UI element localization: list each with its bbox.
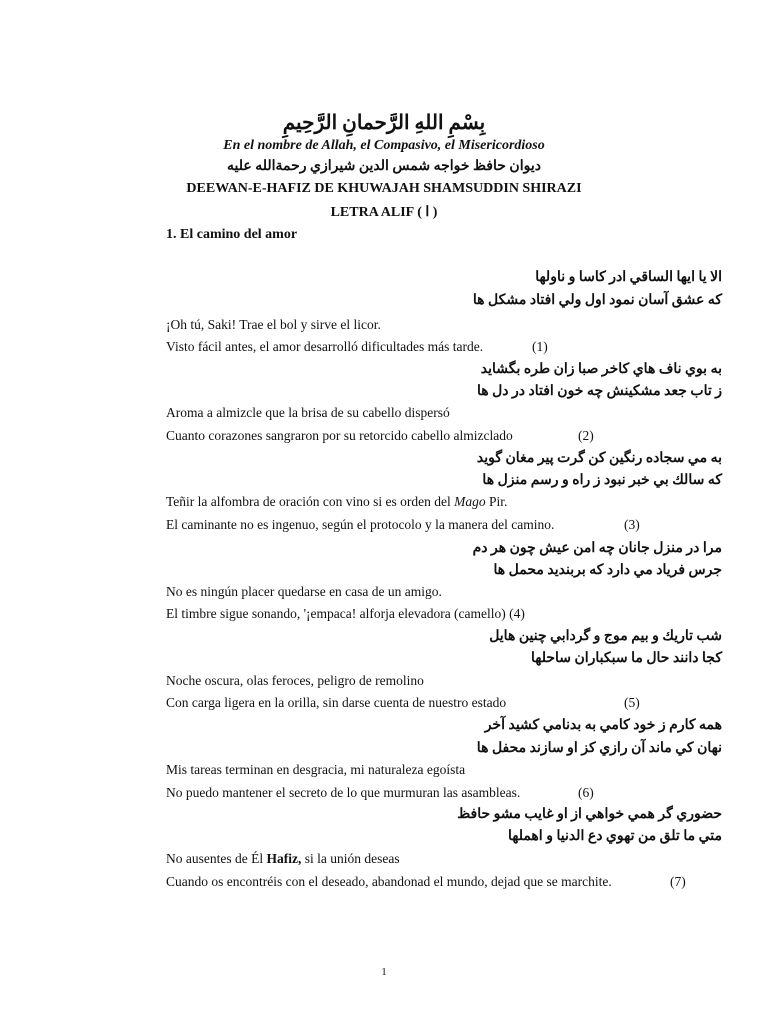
- verse-6-arabic-line-1: همه كارم ز خود كامي به بدنامي كشيد آخر: [484, 718, 722, 733]
- verse-4-number: (4): [509, 606, 525, 621]
- verse-2-spanish-line-1: Aroma a almizcle que la brisa de su cabello dispersó: [166, 405, 450, 420]
- verse-5-arabic-line-2: كجا دانند حال ما سبكباران ساحلها: [530, 651, 722, 666]
- verse-6-arabic-line-2: نهان كي ماند آن رازي كز او سازند محفل ها: [476, 741, 722, 756]
- verse-1-spanish-line-2: Visto fácil antes, el amor desarrolló dificultades más tarde.: [166, 339, 484, 354]
- verse-2-arabic-line-2: ز تاب جعد مشكينش چه خون افتاد در دل ها: [476, 384, 722, 399]
- verse-4-spanish-line-2: El timbre sigue sonando, '¡empaca! alforja elevadora (camello) (4): [166, 606, 525, 621]
- verse-6-number: (6): [578, 785, 594, 800]
- verse-3-arabic-line-1: به مي سجاده رنگين كن گرت پير مغان گويد: [476, 451, 722, 466]
- verse-7-arabic-line-2: متي ما تلق من تهوي دع الدنيا و اهملها: [507, 829, 722, 844]
- verse-4-arabic-line-2: جرس فرياد مي دارد كه بربنديد محمل ها: [493, 563, 722, 578]
- verse-6-spanish-line-2: No puedo mantener el secreto de lo que murmuran las asambleas.: [166, 785, 521, 800]
- verse-5-spanish-line-2: Con carga ligera en la orilla, sin darse cuenta de nuestro estado: [166, 695, 507, 710]
- page-title: DEEWAN-E-HAFIZ DE KHUWAJAH SHAMSUDDIN SHIRAZI: [186, 181, 582, 196]
- verse-3-spanish-line-2: El caminante no es ingenuo, según el protocolo y la manera del camino.: [166, 517, 555, 532]
- verse-4-arabic-line-1: مرا در منزل جانان چه امن عيش چون هر دم: [472, 541, 722, 556]
- verse-3-spanish-line-1: Teñir la alfombra de oración con vino si es orden del Mago Pir.: [166, 494, 508, 509]
- verse-2-number: (2): [578, 428, 594, 443]
- verse-2-spanish-line-2: Cuanto corazones sangraron por su retorcido cabello almizclado: [166, 428, 513, 443]
- verse-3-arabic-line-2: كه سالك بي خبر نبود ز راه و رسم منزل ها: [482, 473, 722, 488]
- verse-3-number: (3): [624, 517, 640, 532]
- diwan-arabic-title: ديوان حافظ خواجه شمس الدين شيرازي رحمةالله عليه: [227, 159, 541, 174]
- section-title: 1. El camino del amor: [166, 227, 298, 242]
- verse-4-spanish-line-1: No es ningún placer quedarse en casa de un amigo.: [166, 584, 442, 599]
- verse-1-arabic-line-2: كه عشق آسان نمود اول ولي افتاد مشكل ها: [472, 293, 722, 308]
- verse-7-number: (7): [670, 874, 686, 889]
- verse-5-number: (5): [624, 695, 640, 710]
- verse-7-arabic-line-1: حضوري گر همي خواهي از او غايب مشو حافظ: [457, 807, 722, 822]
- hafiz-name: Hafiz,: [266, 851, 302, 866]
- verse-1-number: (1): [532, 339, 548, 354]
- verse-5-arabic-line-1: شب تاريك و بيم موج و گردابي چنين هايل: [489, 629, 722, 644]
- verse-2-arabic-line-1: به بوي ناف هاي كاخر صبا زان طره بگشايد: [480, 362, 722, 377]
- verse-5-spanish-line-1: Noche oscura, olas feroces, peligro de remolino: [166, 673, 424, 688]
- page-number: 1: [381, 966, 387, 978]
- verse-7-spanish-line-2: Cuando os encontréis con el deseado, abandonad el mundo, dejad que se marchite.: [166, 874, 612, 889]
- basmala-translation: En el nombre de Allah, el Compasivo, el Misericordioso: [223, 138, 545, 153]
- mago-term: Mago: [454, 494, 486, 509]
- verse-1-spanish-line-1: ¡Oh tú, Saki! Trae el bol y sirve el licor.: [166, 317, 381, 332]
- letter-heading: LETRA ALIF ( ا ): [330, 205, 438, 220]
- verse-7-spanish-line-1: No ausentes de Él Hafiz, si la unión deseas: [166, 851, 400, 866]
- verse-6-spanish-line-1: Mis tareas terminan en desgracia, mi naturaleza egoísta: [166, 762, 466, 777]
- basmala-heading: بِسْمِ اللهِ الرَّحمانِ الرَّحِيمِ: [282, 112, 486, 134]
- verse-1-arabic-line-1: الا يا ايها الساقي ادر كاسا و ناولها: [535, 270, 722, 285]
